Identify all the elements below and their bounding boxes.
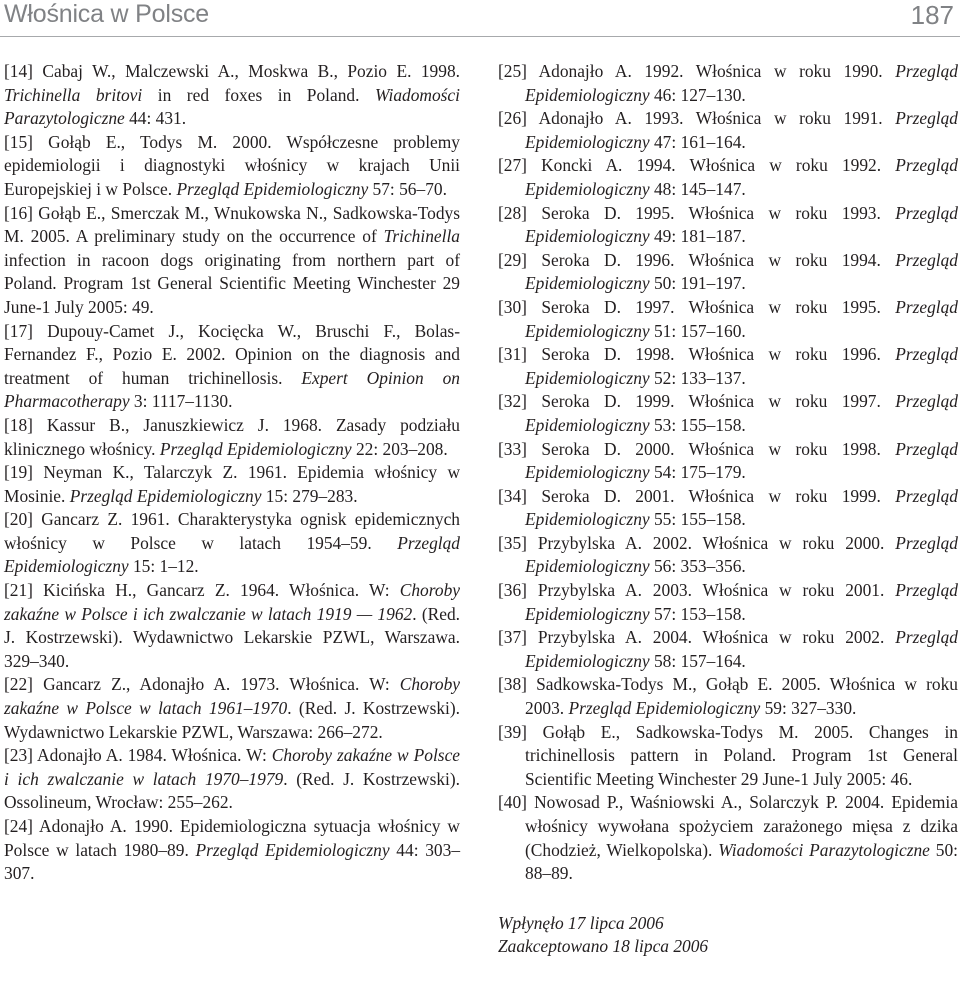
reference-text: [29] Seroka D. 1996. Włośnica w roku 1994.: [498, 249, 896, 270]
reference-text: [24] Adonajło A. 1990. Epidemiologiczna sytuacja włośnicy w Polsce w latach 1980–89.: [4, 816, 460, 860]
reference-italic-text: Przegląd Epidemiologiczny: [525, 249, 958, 294]
reference-italic-text: Przegląd Epidemiologiczny: [69, 485, 262, 506]
reference-italic-text: Przegląd Epidemiologiczny: [195, 839, 390, 860]
header-rule: [0, 36, 960, 37]
reference-text: . (Red. J. Kostrzewski). Wydawnictwo Lekarskie PZWL, Warszawa. 329–340.: [4, 603, 460, 671]
reference-text: . (Red. J. Kostrzewski). Ossolineum, Wrocław: 255–262.: [4, 768, 461, 813]
references-right-column: [498, 60, 958, 886]
reference-text: 59: 327–330.: [760, 698, 857, 719]
reference-entry: [4, 320, 460, 414]
reference-text: [22] Gancarz Z., Adonajło A. 1973. Włośnica. W:: [4, 674, 400, 695]
reference-entry: [4, 744, 460, 815]
reference-entry: [4, 60, 460, 131]
reference-entry: [498, 673, 958, 720]
reference-italic-text: Przegląd Epidemiologiczny: [525, 344, 958, 388]
received-date: Wpłynęło 17 lipca 2006: [498, 912, 664, 933]
reference-text: in red foxes in Poland.: [142, 84, 375, 105]
reference-text: [28] Seroka D. 1995. Włośnica w roku 1993.: [498, 202, 896, 223]
reference-italic-text: Choroby zakaźne w Polsce w latach 1961–1970: [4, 674, 460, 719]
reference-italic-text: Przegląd Epidemiologiczny: [525, 61, 958, 105]
reference-text: [21] Kicińska H., Gancarz Z. 1964. Włośnica. W:: [4, 580, 400, 601]
reference-text: [39] Gołąb E., Sadkowska-Todys M. 2005. Changes in trichinellosis pattern in Poland. Program 1st General Scientific Meeting Winchester 29 June-1 July 2005: 46.: [498, 721, 958, 789]
reference-text: [17] Dupouy-Camet J., Kocięcka W., Bruschi F., Bolas-Fernandez F., Pozio E. 2002. Opinion on the diagnosis and treatment of human trichinellosis.: [4, 320, 460, 388]
reference-text: 44: 303–307.: [4, 839, 461, 884]
reference-text: 15: 279–283.: [261, 485, 358, 506]
running-title: Włośnica w Polsce: [4, 0, 209, 28]
reference-text: 54: 175–179.: [649, 462, 746, 483]
reference-text: [20] Gancarz Z. 1961. Charakterystyka ognisk epidemicznych włośnicy w Polsce w latach 1954–59.: [4, 509, 460, 553]
reference-entry: [498, 438, 958, 485]
reference-italic-text: Przegląd Epidemiologiczny: [525, 155, 958, 199]
reference-italic-text: Trichinella britovi: [4, 84, 143, 105]
reference-entry: [4, 202, 460, 320]
reference-entry: [498, 154, 958, 201]
reference-text: 22: 203–208.: [351, 438, 448, 459]
reference-text: [26] Adonajło A. 1993. Włośnica w roku 1991.: [498, 108, 896, 129]
reference-text: 57: 56–70.: [368, 178, 447, 199]
reference-entry: [498, 60, 958, 107]
reference-text: 47: 161–164.: [649, 131, 746, 152]
reference-italic-text: Expert Opinion on Pharmacotherapy: [4, 367, 460, 412]
reference-entry: [498, 579, 958, 626]
reference-entry: [498, 343, 958, 390]
reference-text: 55: 155–158.: [649, 509, 746, 530]
reference-text: 50: 88–89.: [525, 839, 958, 884]
reference-text: 57: 153–158.: [649, 603, 746, 624]
reference-text: [33] Seroka D. 2000. Włośnica w roku 1998.: [498, 438, 896, 459]
page-number: 187: [910, 0, 954, 30]
reference-entry: [498, 296, 958, 343]
reference-text: [31] Seroka D. 1998. Włośnica w roku 1996.: [498, 344, 896, 365]
reference-italic-text: Trichinella: [383, 226, 460, 247]
reference-entry: [498, 532, 958, 579]
reference-entry: [498, 485, 958, 532]
reference-italic-text: Przegląd Epidemiologiczny: [525, 438, 958, 483]
reference-text: [32] Seroka D. 1999. Włośnica w roku 1997.: [498, 391, 896, 412]
reference-text: [38] Sadkowska-Todys M., Gołąb E. 2005. Włośnica w roku 2003.: [498, 674, 958, 719]
reference-italic-text: Przegląd Epidemiologiczny: [525, 108, 958, 152]
reference-text: [27] Koncki A. 1994. Włośnica w roku 1992.: [498, 155, 896, 176]
reference-text: 48: 145–147.: [649, 178, 746, 199]
reference-entry: [4, 815, 460, 886]
reference-italic-text: Przegląd Epidemiologiczny: [525, 391, 958, 435]
reference-italic-text: Przegląd Epidemiologiczny: [525, 485, 958, 530]
reference-text: [16] Gołąb E., Smerczak M., Wnukowska N., Sadkowska-Todys M. 2005. A preliminary study on the occurrence of: [4, 202, 460, 247]
reference-text: 56: 353–356.: [649, 556, 746, 577]
reference-italic-text: Przegląd Epidemiologiczny: [176, 178, 369, 199]
reference-text: 44: 431.: [124, 108, 187, 129]
reference-entry: [498, 791, 958, 885]
reference-text: 3: 1117–1130.: [129, 391, 233, 412]
reference-text: . (Red. J. Kostrzewski). Wydawnictwo Lekarskie PZWL, Warszawa: 266–272.: [4, 698, 461, 742]
reference-text: 58: 157–164.: [649, 650, 746, 671]
reference-text: [30] Seroka D. 1997. Włośnica w roku 1995.: [498, 296, 896, 317]
running-header: [0, 0, 960, 44]
reference-entry: [498, 390, 958, 437]
reference-italic-text: Choroby zakaźne w Polsce i ich zwalczanie w latach 1919 — 1962: [4, 580, 460, 624]
reference-italic-text: Przegląd Epidemiologiczny: [525, 627, 958, 671]
reference-text: 46: 127–130.: [649, 84, 746, 105]
reference-text: [25] Adonajło A. 1992. Włośnica w roku 1990.: [498, 61, 896, 81]
reference-italic-text: Przegląd Epidemiologiczny: [525, 532, 958, 577]
reference-italic-text: Przegląd Epidemiologiczny: [525, 580, 958, 624]
reference-italic-text: Choroby zakaźne w Polsce i ich zwalczanie w latach 1970–1979: [4, 745, 461, 789]
reference-italic-text: Wiadomości Parazytologiczne: [718, 839, 930, 860]
article-dates: [498, 912, 958, 959]
reference-italic-text: Przegląd Epidemiologiczny: [525, 202, 958, 247]
reference-text: 51: 157–160.: [649, 320, 746, 341]
reference-text: 50: 191–197.: [649, 273, 746, 294]
reference-text: [18] Kassur B., Januszkiewicz J. 1968. Zasady podziału klinicznego włośnicy.: [4, 414, 460, 459]
reference-entry: [498, 721, 958, 792]
references-right-column-wrap: [498, 60, 958, 959]
accepted-date: Zaakceptowano 18 lipca 2006: [498, 936, 709, 957]
reference-text: [34] Seroka D. 2001. Włośnica w roku 1999.: [498, 485, 896, 506]
reference-text: 49: 181–187.: [649, 226, 746, 247]
reference-entry: [498, 249, 958, 296]
reference-text: infection in racoon dogs originating from northern part of Poland. Program 1st General Scientific Meeting Winchester 29 June-1 July 2005: 49.: [4, 249, 460, 317]
reference-italic-text: Wiadomości Parazytologiczne: [4, 84, 460, 129]
reference-text: 52: 133–137.: [649, 367, 746, 388]
reference-italic-text: Przegląd Epidemiologiczny: [568, 698, 761, 719]
reference-text: [36] Przybylska A. 2003. Włośnica w roku 2001.: [498, 580, 896, 601]
reference-text: [23] Adonajło A. 1984. Włośnica. W:: [4, 745, 272, 766]
reference-entry: [4, 131, 460, 202]
reference-entry: [4, 673, 460, 744]
reference-text: [19] Neyman K., Talarczyk Z. 1961. Epidemia włośnicy w Mosinie.: [4, 462, 460, 506]
reference-entry: [498, 107, 958, 154]
reference-italic-text: Przegląd Epidemiologiczny: [159, 438, 352, 459]
reference-text: [37] Przybylska A. 2004. Włośnica w roku 2002.: [498, 627, 896, 648]
reference-text: 53: 155–158.: [649, 414, 746, 435]
reference-italic-text: Przegląd Epidemiologiczny: [525, 296, 958, 341]
reference-entry: [4, 579, 460, 673]
reference-entry: [4, 461, 460, 508]
reference-italic-text: Przegląd Epidemiologiczny: [4, 532, 460, 577]
reference-text: [40] Nowosad P., Waśniowski A., Solarczyk P. 2004. Epidemia włośnicy wywołana spożyciem zarażonego mięsa z dzika (Chodzież, Wielkopolska).: [498, 792, 958, 860]
reference-text: [14] Cabaj W., Malczewski A., Moskwa B., Pozio E. 1998.: [4, 61, 460, 81]
reference-entry: [498, 626, 958, 673]
reference-entry: [4, 414, 460, 461]
reference-entry: [4, 508, 460, 579]
reference-entry: [498, 202, 958, 249]
references-left-column: [4, 60, 460, 886]
reference-text: 15: 1–12.: [128, 556, 199, 577]
reference-text: [35] Przybylska A. 2002. Włośnica w roku 2000.: [498, 532, 896, 553]
reference-text: [15] Gołąb E., Todys M. 2000. Współczesne problemy epidemiologii i diagnostyki włośnicy w krajach Unii Europejskiej i w Polsce.: [4, 131, 460, 199]
